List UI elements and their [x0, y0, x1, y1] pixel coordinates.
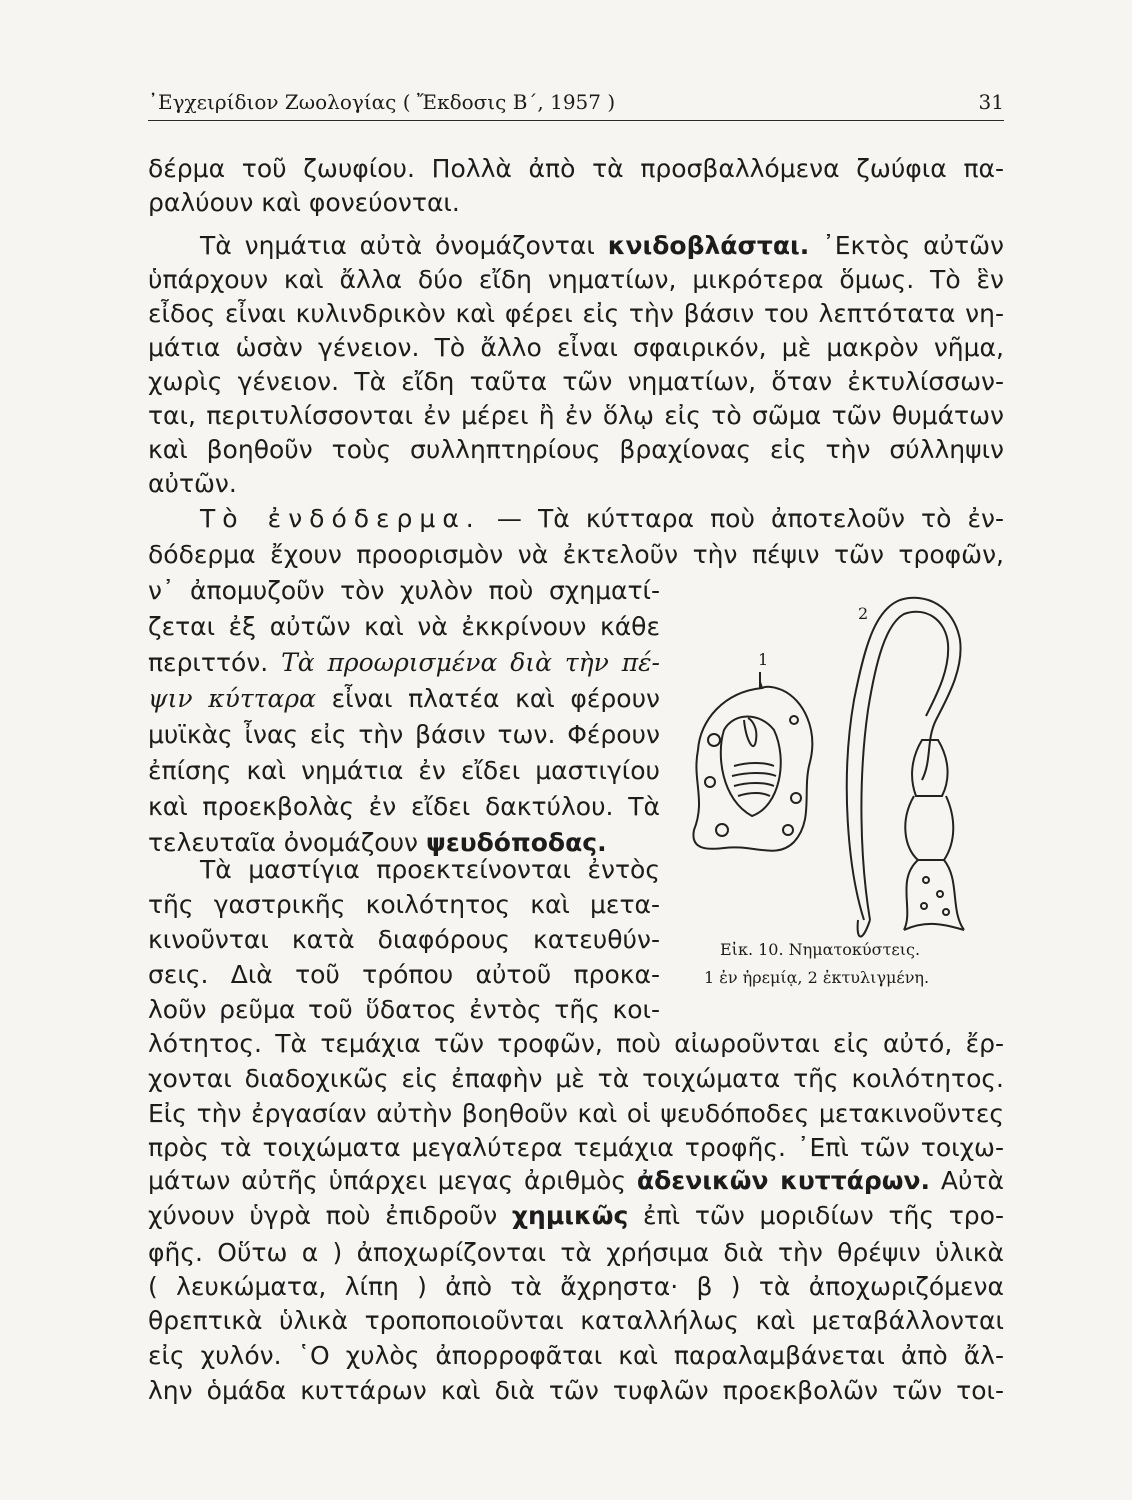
- page-number: 31: [978, 90, 1004, 114]
- text-line: λότητος. Τὰ τεμάχια τῶν τροφῶν, ποὺ αἰωροῦνται εἰς αὐτό, ἔρ-: [148, 1029, 1004, 1058]
- text-line: τελευταῖα ὀνομάζουν ψευδόποδας.: [148, 828, 607, 857]
- text-line: ( λευκώματα, λίπη ) ἀπὸ τὰ ἄχρηστα· β ) τὰ ἀποχωριζόμενα: [148, 1272, 1004, 1301]
- text-line: θρεπτικὰ ὑλικὰ τροποποιοῦνται καταλλήλως καὶ μεταβάλλονται: [148, 1306, 1004, 1335]
- text-line: ραλύουν καὶ φονεύονται.: [148, 188, 460, 217]
- text-line: κινοῦνται κατὰ διαφόρους κατευθύν-: [148, 925, 660, 954]
- text-line: φῆς. Οὕτω α ) ἀποχωρίζονται τὰ χρήσιμα διὰ τὴν θρέψιν ὑλικὰ: [148, 1238, 1004, 1267]
- text-line: Τὰ νημάτια αὐτὰ ὀνομάζονται κνιδοβλάσται. ᾿Εκτὸς αὐτῶν: [200, 231, 1004, 260]
- text-line: λην ὁμάδα κυττάρων καὶ διὰ τῶν τυφλῶν προεκβολῶν τῶν τοι-: [148, 1376, 1004, 1405]
- text-line: Εἰς τὴν ἐργασίαν αὐτὴν βοηθοῦν καὶ οἱ ψευδόποδες μετακινοῦντες: [148, 1099, 1004, 1128]
- figure-label-2: 2: [858, 604, 869, 623]
- italic-phrase: Τὰ προωρισμένα διὰ τὴν πέ-: [281, 648, 660, 677]
- figure-nematocysts: [664, 580, 1004, 1010]
- text-line: δέρμα τοῦ ζωυφίου. Πολλὰ ἀπὸ τὰ προσβαλλόμενα ζωύφια πα-: [148, 154, 1004, 183]
- text-line: ὑπάρχουν καὶ ἄλλα δύο εἴδη νηματίων, μικρότερα ὅμως. Τὸ ἓν: [148, 265, 1004, 294]
- text-line: εἰς χυλόν. ῾Ο χυλὸς ἀπορροφᾶται καὶ παραλαμβάνεται ἀπὸ ἄλ-: [148, 1341, 1004, 1370]
- section-heading-endoderm: Τὸ ἐνδόδερμα.: [200, 504, 481, 533]
- text-line: καὶ βοηθοῦν τοὺς συλληπτηρίους βραχίονας εἰς τὴν σύλληψιν: [148, 435, 1004, 464]
- text-line: μάτια ὡσὰν γένειον. Τὸ ἄλλο εἶναι σφαιρικόν, μὲ μακρὸν νῆμα,: [148, 333, 1004, 362]
- figure-label-1: 1: [758, 650, 769, 669]
- term-knidoblastai: κνιδοβλάσται.: [607, 231, 810, 260]
- text-line: καὶ προεκβολὰς ἐν εἴδει δακτύλου. Τὰ: [148, 792, 660, 821]
- text-line: πρὸς τὰ τοιχώματα μεγαλύτερα τεμάχια τροφῆς. ᾿Επὶ τῶν τοιχω-: [148, 1133, 1004, 1162]
- text-line: ν᾿ ἀπομυζοῦν τὸν χυλὸν ποὺ σχηματί-: [148, 576, 660, 605]
- text-line: μυϊκὰς ἶνας εἰς τὴν βάσιν των. Φέρουν: [148, 720, 660, 749]
- text-line: χονται διαδοχικῶς εἰς ἐπαφὴν μὲ τὰ τοιχώματα τῆς κοιλότητος.: [148, 1064, 1004, 1093]
- text-line: ζεται ἐξ αὐτῶν καὶ νὰ ἐκκρίνουν κάθε: [148, 612, 660, 641]
- text-line: τῆς γαστρικῆς κοιλότητος καὶ μετα-: [148, 890, 660, 919]
- term-glandular-cells: ἀδενικῶν κυττάρων.: [636, 1166, 930, 1195]
- term-pseudopodas: ψευδόποδας.: [425, 828, 607, 857]
- text-line: ἐπίσης καὶ νημάτια ἐν εἴδει μαστιγίου: [148, 756, 660, 785]
- book-title: ᾿Εγχειρίδιον Ζωολογίας ( Ἔκδοσις Β΄, 1957 ): [148, 90, 616, 114]
- text-line: χύνουν ὑγρὰ ποὺ ἐπιδροῦν χημικῶς ἐπὶ τῶν μοριδίων τῆς τρο-: [148, 1201, 1004, 1230]
- italic-phrase: ψιν κύτταρα: [148, 684, 316, 713]
- text-line: εἶδος εἶναι κυλινδρικὸν καὶ φέρει εἰς τὴν βάσιν του λεπτότατα νη-: [148, 299, 1004, 328]
- text-line: περιττόν. Τὰ προωρισμένα διὰ τὴν πέ-: [148, 648, 660, 677]
- text-line: μάτων αὐτῆς ὑπάρχει μεγας ἀριθμὸς ἀδενικῶν κυττάρων. Αὐτὰ: [148, 1166, 1004, 1195]
- text-line: σεις. Διὰ τοῦ τρόπου αὐτοῦ προκα-: [148, 960, 660, 989]
- text-line: ψιν κύτταρα εἶναι πλατέα καὶ φέρουν: [148, 684, 660, 713]
- text-line: λοῦν ρεῦμα τοῦ ὕδατος ἐντὸς τῆς κοι-: [148, 995, 660, 1024]
- text-line: δόδερμα ἔχουν προορισμὸν νὰ ἐκτελοῦν τὴν πέψιν τῶν τροφῶν,: [148, 540, 1004, 569]
- text-line: αὐτῶν.: [148, 469, 237, 498]
- text-line: Τὰ μαστίγια προεκτείνονται ἐντὸς: [200, 855, 660, 884]
- term-chimikos: χημικῶς: [511, 1201, 629, 1230]
- running-header: [148, 86, 1004, 121]
- figure-caption-title: Εἰκ. 10. Νηματοκύστεις.: [720, 940, 921, 959]
- text-line: χωρὶς γένειον. Τὰ εἴδη ταῦτα τῶν νηματίων, ὅταν ἐκτυλίσσων-: [148, 367, 1004, 396]
- text-line: Τὸ ἐνδόδερμα. — Τὰ κύτταρα ποὺ ἀποτελοῦν τὸ ἐν-: [200, 504, 1005, 533]
- figure-caption-subtitle: 1 ἐν ἠρεμίᾳ, 2 ἐκτυλιγμένη.: [704, 968, 930, 987]
- text-line: ται, περιτυλίσσονται ἐν μέρει ἢ ἐν ὅλῳ εἰς τὸ σῶμα τῶν θυμάτων: [148, 401, 1004, 430]
